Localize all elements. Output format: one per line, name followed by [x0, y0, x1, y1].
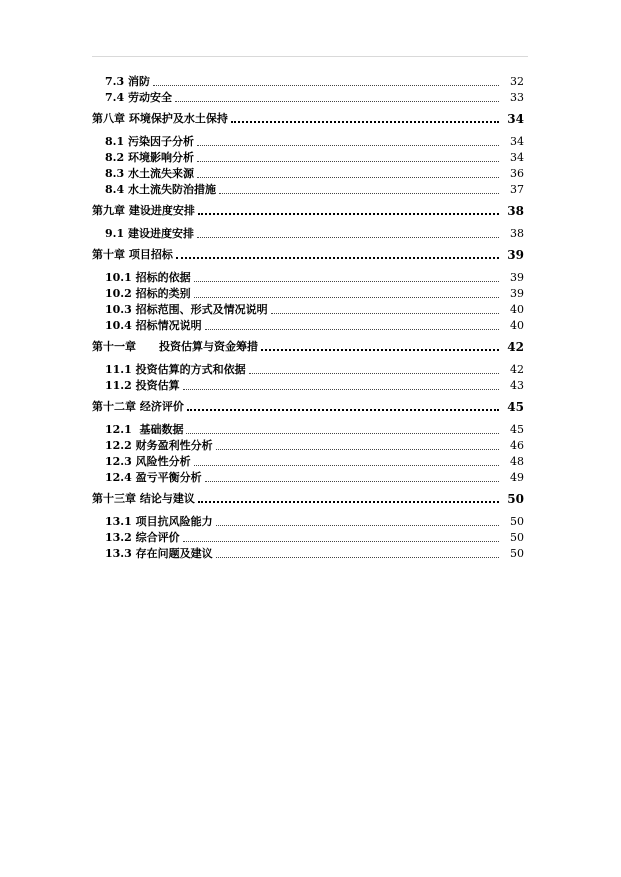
toc-entry-title: 8.4 水土流失防治措施 [105, 183, 216, 196]
toc-entry[interactable] [92, 270, 524, 286]
toc-entry[interactable] [92, 530, 524, 546]
toc-chapter-title: 第十一章 投资估算与资金筹措 [92, 340, 258, 353]
toc-entry-title: 10.3 招标范围、形式及情况说明 [105, 303, 268, 316]
toc-entry-title: 10.4 招标情况说明 [105, 319, 202, 332]
toc-chapter[interactable] [92, 490, 524, 507]
dot-leader [183, 541, 499, 542]
toc-entry-title: 11.1 投资估算的方式和依据 [105, 363, 246, 376]
toc-chapter[interactable] [92, 338, 524, 355]
toc-entry-title: 9.1 建设进度安排 [105, 227, 194, 240]
toc-chapter[interactable] [92, 110, 524, 127]
dot-leader [197, 237, 499, 238]
toc-entry-page: 39 [510, 271, 524, 284]
toc-entry[interactable] [92, 90, 524, 106]
dot-leader [197, 177, 499, 178]
toc-chapter-title: 第十二章 经济评价 [92, 400, 184, 413]
dot-leader [205, 329, 499, 330]
dot-leader [205, 481, 499, 482]
toc-chapter[interactable] [92, 202, 524, 219]
dot-leader [176, 257, 499, 259]
toc-chapter-page: 34 [507, 112, 524, 126]
toc-entry-title: 13.2 综合评价 [105, 531, 180, 544]
dot-leader [186, 433, 499, 434]
toc-chapter-page: 42 [507, 340, 524, 354]
toc-entry[interactable] [92, 226, 524, 242]
toc-entry[interactable] [92, 546, 524, 562]
table-of-contents [92, 74, 524, 562]
toc-entry-page: 37 [510, 183, 524, 196]
dot-leader [197, 145, 499, 146]
toc-entry-title: 8.1 污染因子分析 [105, 135, 194, 148]
toc-chapter-page: 45 [507, 400, 524, 414]
dot-leader [194, 297, 499, 298]
header-rule [92, 56, 528, 57]
dot-leader [198, 501, 499, 503]
toc-chapter[interactable] [92, 398, 524, 415]
toc-entry-title: 13.1 项目抗风险能力 [105, 515, 213, 528]
toc-chapter-title: 第九章 建设进度安排 [92, 204, 195, 217]
toc-entry-title: 8.2 环境影响分析 [105, 151, 194, 164]
dot-leader [187, 409, 499, 411]
toc-entry-page: 50 [510, 515, 524, 528]
toc-entry-title: 13.3 存在问题及建议 [105, 547, 213, 560]
dot-leader [194, 281, 499, 282]
toc-entry-page: 33 [510, 91, 524, 104]
toc-chapter-title: 第十三章 结论与建议 [92, 492, 195, 505]
toc-entry-page: 48 [510, 455, 524, 468]
toc-entry[interactable] [92, 302, 524, 318]
toc-entry-title: 12.2 财务盈利性分析 [105, 439, 213, 452]
toc-entry[interactable] [92, 514, 524, 530]
toc-chapter[interactable] [92, 246, 524, 263]
toc-entry[interactable] [92, 286, 524, 302]
toc-entry[interactable] [92, 362, 524, 378]
toc-entry-page: 50 [510, 547, 524, 560]
toc-entry[interactable] [92, 454, 524, 470]
toc-entry[interactable] [92, 438, 524, 454]
toc-entry-page: 36 [510, 167, 524, 180]
toc-chapter-page: 38 [507, 204, 524, 218]
toc-entry-page: 34 [510, 135, 524, 148]
toc-entry[interactable] [92, 318, 524, 334]
toc-entry[interactable] [92, 166, 524, 182]
toc-entry-page: 32 [510, 75, 524, 88]
toc-entry-page: 39 [510, 287, 524, 300]
toc-chapter-title: 第十章 项目招标 [92, 248, 173, 261]
dot-leader [261, 349, 499, 351]
toc-entry[interactable] [92, 134, 524, 150]
toc-entry-page: 49 [510, 471, 524, 484]
dot-leader [175, 101, 499, 102]
toc-entry-page: 43 [510, 379, 524, 392]
toc-entry-title: 7.4 劳动安全 [105, 91, 172, 104]
dot-leader [219, 193, 499, 194]
toc-entry[interactable] [92, 378, 524, 394]
toc-entry-page: 34 [510, 151, 524, 164]
dot-leader [197, 161, 499, 162]
dot-leader [249, 373, 499, 374]
toc-entry-title: 12.3 风险性分析 [105, 455, 191, 468]
dot-leader [183, 389, 499, 390]
toc-entry[interactable] [92, 182, 524, 198]
toc-entry[interactable] [92, 470, 524, 486]
dot-leader [216, 557, 499, 558]
dot-leader [216, 525, 499, 526]
toc-entry[interactable] [92, 74, 524, 90]
toc-entry-page: 45 [510, 423, 524, 436]
toc-entry-title: 11.2 投资估算 [105, 379, 180, 392]
dot-leader [198, 213, 499, 215]
toc-entry-title: 10.2 招标的类别 [105, 287, 191, 300]
toc-chapter-page: 39 [507, 248, 524, 262]
dot-leader [216, 449, 499, 450]
dot-leader [231, 121, 499, 123]
toc-entry-page: 40 [510, 303, 524, 316]
toc-chapter-title: 第八章 环境保护及水土保持 [92, 112, 228, 125]
toc-entry-page: 40 [510, 319, 524, 332]
dot-leader [153, 85, 499, 86]
toc-entry-title: 7.3 消防 [105, 75, 150, 88]
toc-entry-page: 38 [510, 227, 524, 240]
toc-chapter-page: 50 [507, 492, 524, 506]
toc-entry-page: 50 [510, 531, 524, 544]
toc-entry-title: 8.3 水土流失来源 [105, 167, 194, 180]
toc-entry-title: 12.4 盈亏平衡分析 [105, 471, 202, 484]
toc-entry-title: 10.1 招标的依据 [105, 271, 191, 284]
toc-entry[interactable] [92, 150, 524, 166]
dot-leader [194, 465, 499, 466]
toc-entry-title: 12.1 基础数据 [105, 423, 184, 436]
dot-leader [271, 313, 499, 314]
toc-entry-page: 46 [510, 439, 524, 452]
toc-entry[interactable] [92, 422, 524, 438]
toc-entry-page: 42 [510, 363, 524, 376]
